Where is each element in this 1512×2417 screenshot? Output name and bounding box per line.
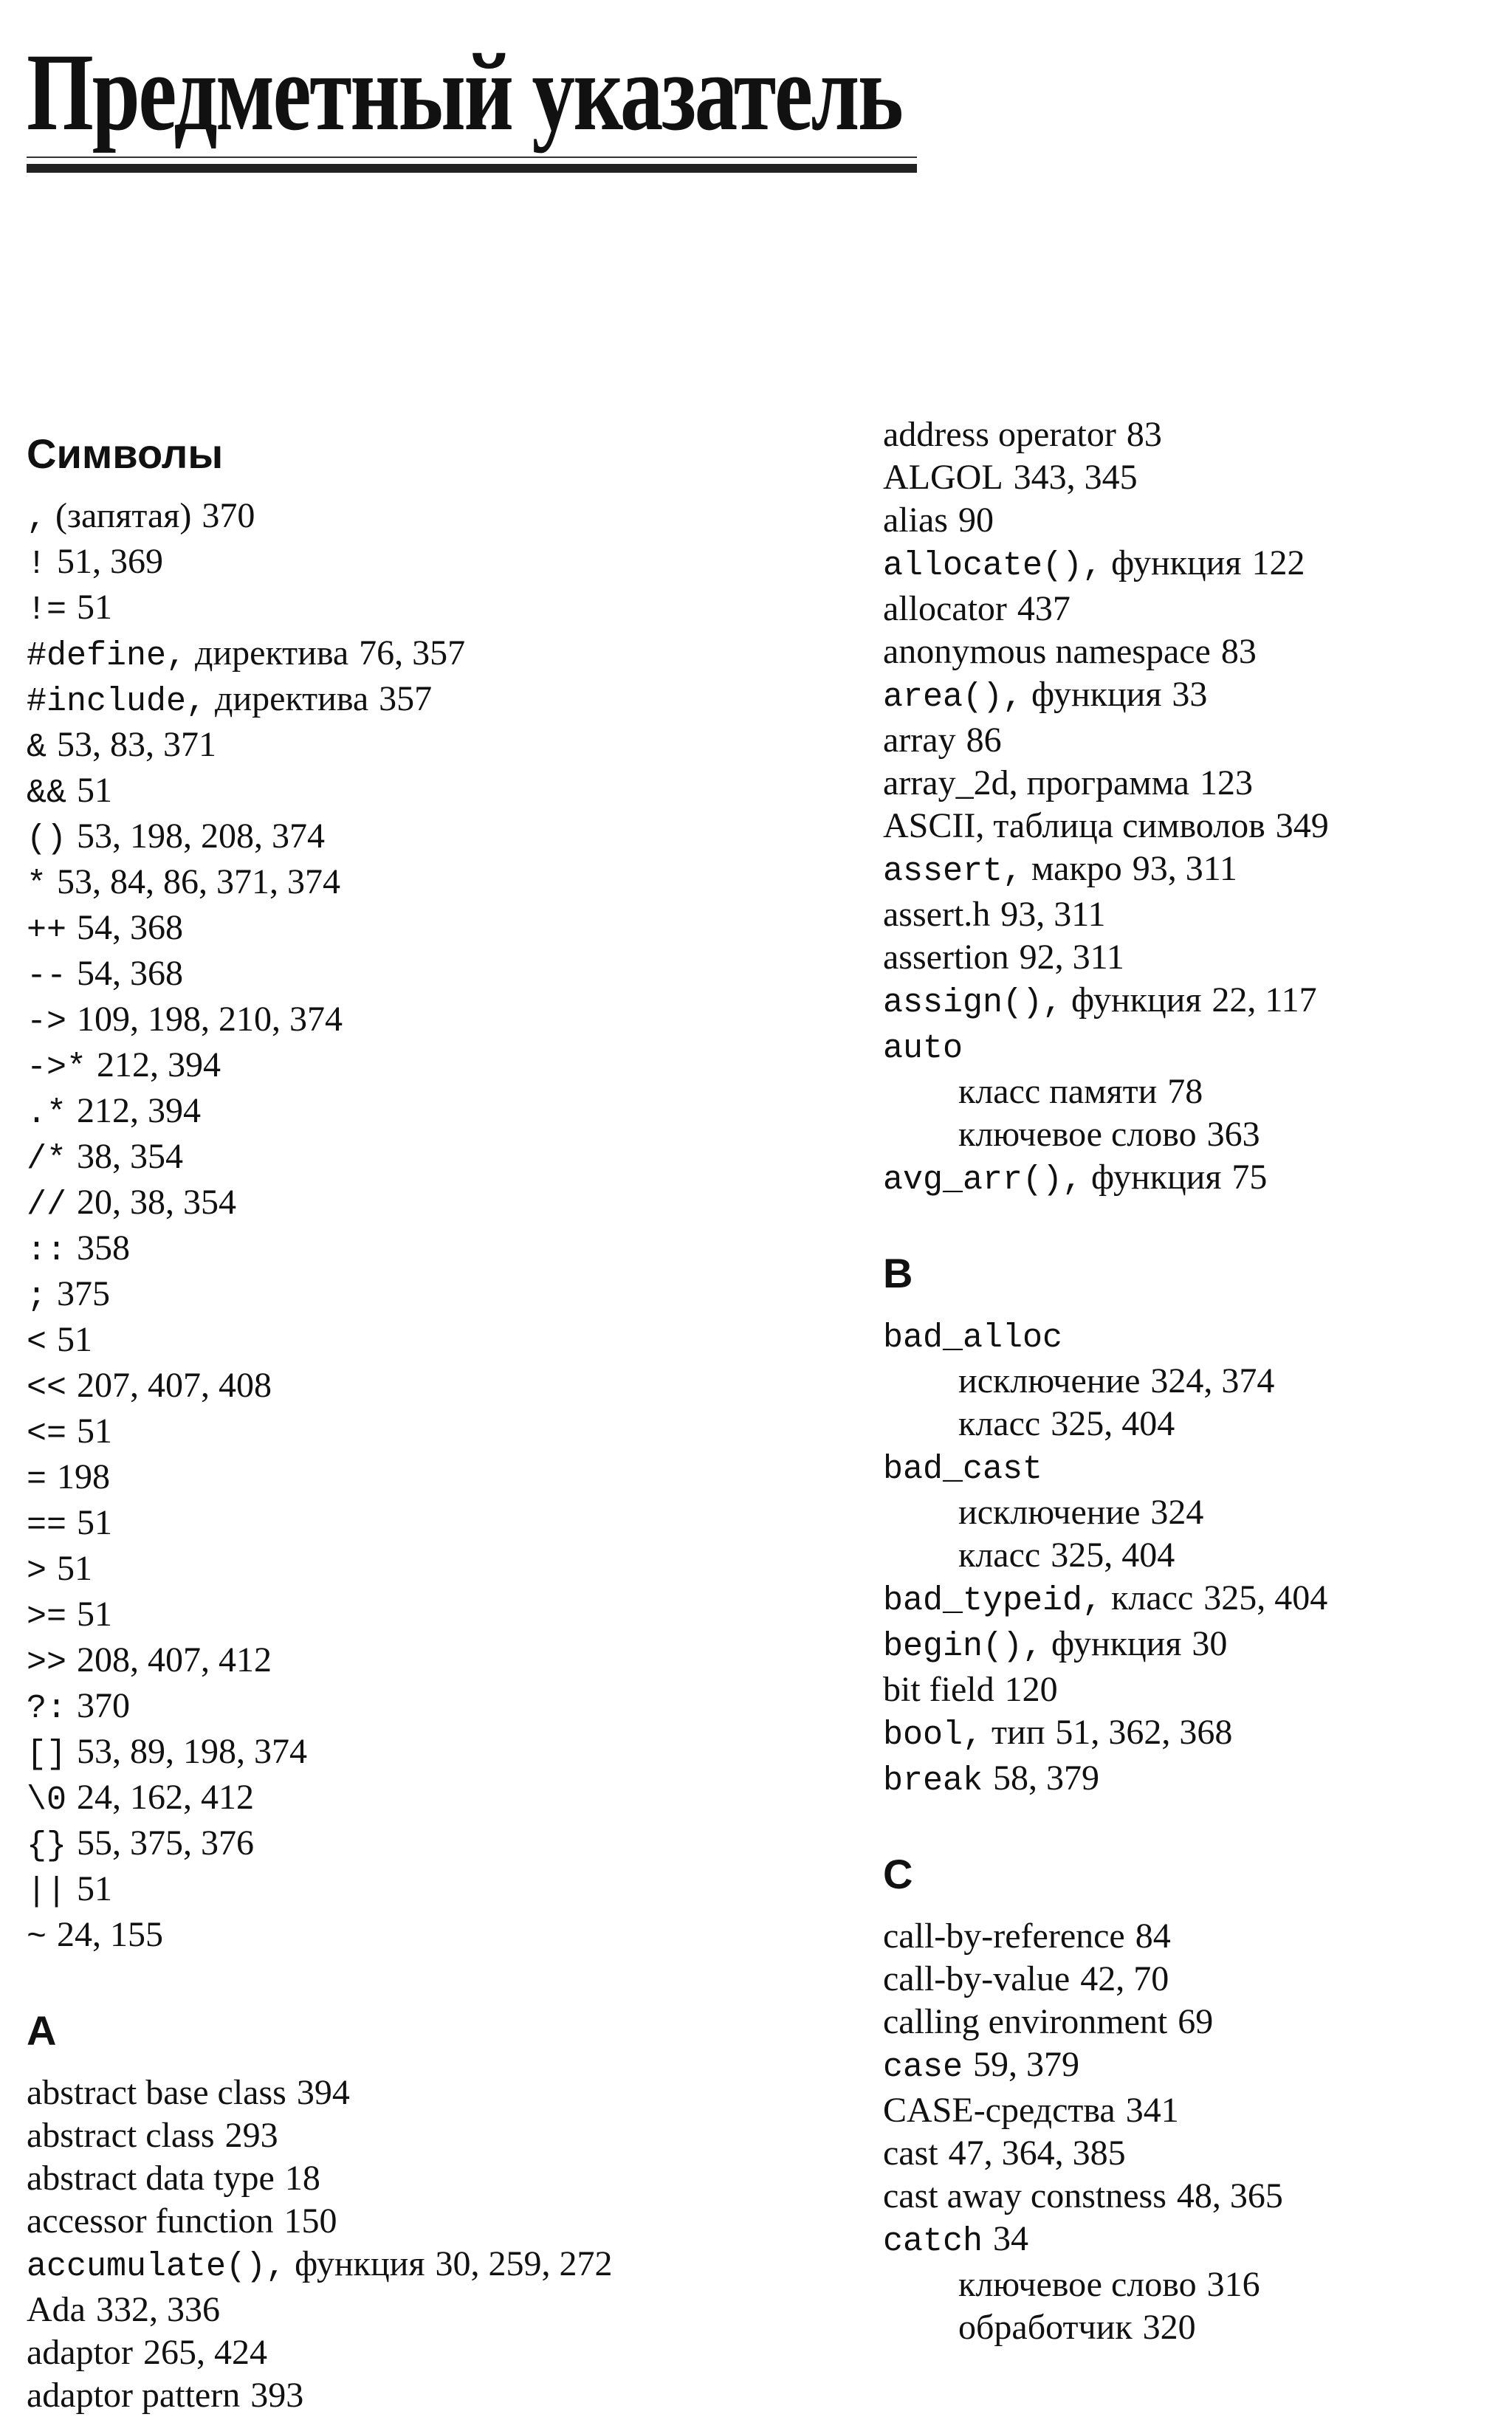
index-section bbox=[883, 413, 1496, 1202]
entry-pages: 332, 336 bbox=[95, 2290, 220, 2329]
entry-description: таблица символов bbox=[993, 806, 1265, 845]
entry-pages: 75 bbox=[1231, 1158, 1268, 1197]
entry-term: == bbox=[27, 1507, 67, 1544]
entry-term: ! bbox=[27, 546, 47, 583]
index-entry bbox=[883, 413, 1496, 456]
entry-term: avg_arr(), bbox=[883, 1161, 1083, 1199]
entry-pages: 90 bbox=[958, 501, 994, 540]
entry-pages: 86 bbox=[966, 721, 1002, 760]
entry-term: >= bbox=[27, 1598, 67, 1636]
entry-pages: 55, 375, 376 bbox=[77, 1823, 255, 1863]
entry-term: ++ bbox=[27, 912, 67, 949]
entry-pages: 51 bbox=[57, 1320, 93, 1359]
entry-pages: 76, 357 bbox=[359, 633, 466, 673]
section-heading: Символы bbox=[27, 430, 224, 477]
entry-pages: 53, 84, 86, 371, 374 bbox=[57, 862, 341, 901]
index-entry bbox=[27, 1547, 802, 1593]
entry-term: allocator bbox=[883, 589, 1007, 628]
entry-pages: 51 bbox=[77, 1869, 113, 1908]
entry-term: < bbox=[27, 1324, 47, 1361]
entry-pages: 51 bbox=[77, 1503, 113, 1542]
index-entry bbox=[883, 936, 1496, 979]
index-entry bbox=[27, 2331, 802, 2374]
entry-pages: 51, 369 bbox=[57, 542, 164, 581]
index-entry bbox=[883, 1577, 1496, 1623]
index-entry bbox=[27, 586, 802, 632]
entry-term: [] bbox=[27, 1736, 67, 1773]
index-entry bbox=[27, 632, 802, 678]
index-entry bbox=[883, 2175, 1496, 2218]
index-entry bbox=[883, 1025, 1496, 1070]
entry-term: auto bbox=[883, 1030, 963, 1067]
entry-term: break bbox=[883, 1762, 983, 1800]
entry-term: allocate(), bbox=[883, 547, 1103, 585]
index-entry bbox=[27, 1593, 802, 1639]
index-entry bbox=[883, 1156, 1496, 1202]
entry-pages: 150 bbox=[284, 2201, 337, 2241]
index-entry bbox=[27, 1776, 802, 1822]
entry-term: assert.h bbox=[883, 895, 991, 934]
entry-pages: 324 bbox=[1150, 1493, 1204, 1532]
entry-pages: 83 bbox=[1126, 415, 1162, 454]
entry-pages: 84 bbox=[1135, 1916, 1171, 1956]
entry-term: {} bbox=[27, 1827, 67, 1865]
index-entry bbox=[27, 1639, 802, 1685]
entry-term: ALGOL bbox=[883, 458, 1003, 497]
entry-term: -- bbox=[27, 957, 67, 995]
index-section bbox=[883, 1242, 1496, 1803]
index-entry bbox=[27, 2114, 802, 2157]
index-entry bbox=[883, 979, 1496, 1025]
entry-pages: 325, 404 bbox=[1051, 1536, 1175, 1575]
entry-description: (запятая) bbox=[55, 496, 192, 535]
entry-pages: 51 bbox=[77, 1595, 113, 1634]
index-entry bbox=[883, 719, 1496, 762]
entry-description: функция bbox=[1111, 543, 1242, 582]
index-section bbox=[27, 422, 802, 1959]
index-entry bbox=[27, 723, 802, 769]
index-entry bbox=[27, 540, 802, 586]
index-subentry bbox=[883, 1070, 1496, 1113]
entry-term: CASE-средства bbox=[883, 2091, 1116, 2130]
entry-pages: 122 bbox=[1251, 543, 1305, 582]
entry-pages: 30 bbox=[1192, 1624, 1228, 1663]
index-entry bbox=[27, 998, 802, 1044]
entry-term: #include, bbox=[27, 683, 207, 721]
entry-term: || bbox=[27, 1873, 67, 1911]
entry-term: ?: bbox=[27, 1690, 67, 1727]
index-entry-list bbox=[883, 1915, 1496, 2349]
index-subentry bbox=[883, 2306, 1496, 2349]
entry-term: #define, bbox=[27, 637, 187, 675]
entry-pages: 78 bbox=[1167, 1072, 1203, 1111]
index-entry bbox=[883, 1668, 1496, 1711]
entry-description: директива bbox=[195, 633, 349, 673]
entry-term: array bbox=[883, 721, 956, 760]
entry-term: ~ bbox=[27, 1919, 47, 1956]
entry-term: ASCII, bbox=[883, 806, 985, 845]
entry-term: call-by-value bbox=[883, 1959, 1071, 1998]
entry-pages: 349 bbox=[1275, 806, 1329, 845]
entry-pages: 53, 198, 208, 374 bbox=[77, 816, 326, 856]
index-entry bbox=[27, 1364, 802, 1410]
index-entry bbox=[883, 1958, 1496, 2001]
entry-term: alias bbox=[883, 501, 948, 540]
entry-term: adaptor pattern bbox=[27, 2376, 241, 2415]
entry-term: cast bbox=[883, 2134, 938, 2173]
entry-term: ; bbox=[27, 1278, 47, 1316]
entry-pages: 53, 89, 198, 374 bbox=[77, 1732, 308, 1771]
entry-pages: 341 bbox=[1125, 2091, 1179, 2130]
entry-pages: 370 bbox=[77, 1686, 131, 1725]
index-entry bbox=[883, 848, 1496, 893]
section-heading: C bbox=[883, 1851, 913, 1897]
entry-pages: 42, 70 bbox=[1080, 1959, 1169, 1998]
entry-pages: 293 bbox=[224, 2116, 278, 2155]
entry-pages: 22, 117 bbox=[1212, 980, 1317, 1020]
index-entry bbox=[883, 456, 1496, 499]
entry-term: abstract class bbox=[27, 2116, 215, 2155]
entry-pages: 20, 38, 354 bbox=[77, 1183, 237, 1222]
entry-pages: 325, 404 bbox=[1051, 1404, 1175, 1443]
index-entry bbox=[883, 630, 1496, 673]
index-column-left bbox=[27, 422, 802, 2417]
section-heading: A bbox=[27, 2007, 57, 2054]
index-subentry bbox=[883, 1491, 1496, 1534]
index-entry bbox=[27, 1181, 802, 1227]
entry-pages: 370 bbox=[202, 496, 255, 535]
entry-term: * bbox=[27, 866, 47, 904]
entry-description: функция bbox=[1031, 675, 1162, 714]
entry-pages: 357 bbox=[379, 679, 433, 718]
entry-pages: 58, 379 bbox=[993, 1758, 1100, 1798]
index-entry bbox=[27, 1685, 802, 1730]
entry-term: address operator bbox=[883, 415, 1116, 454]
index-entry-list bbox=[883, 413, 1496, 1202]
entry-pages: 343, 345 bbox=[1013, 458, 1138, 497]
index-entry bbox=[27, 815, 802, 861]
index-entry bbox=[883, 2043, 1496, 2089]
index-entry bbox=[883, 805, 1496, 848]
entry-pages: 212, 394 bbox=[77, 1091, 202, 1130]
entry-pages: 363 bbox=[1206, 1115, 1260, 1154]
entry-term: <= bbox=[27, 1415, 67, 1453]
entry-pages: 393 bbox=[250, 2376, 304, 2415]
entry-term: cast away constness bbox=[883, 2176, 1166, 2215]
entry-pages: 24, 155 bbox=[57, 1915, 164, 1954]
index-entry bbox=[883, 2132, 1496, 2175]
index-entry bbox=[883, 1314, 1496, 1360]
entry-pages: 123 bbox=[1199, 763, 1253, 802]
entry-term: assertion bbox=[883, 938, 1009, 977]
index-entry bbox=[27, 1410, 802, 1456]
entry-pages: 53, 83, 371 bbox=[57, 725, 217, 764]
entry-term: Ada bbox=[27, 2290, 86, 2329]
entry-term: обработчик bbox=[958, 2308, 1133, 2347]
entry-term: bool, bbox=[883, 1716, 983, 1754]
entry-term: ключевое слово bbox=[958, 1115, 1197, 1154]
entry-term: catch bbox=[883, 2223, 983, 2260]
entry-term: array_2d, bbox=[883, 763, 1018, 802]
index-subentry bbox=[883, 1360, 1496, 1403]
index-entry bbox=[883, 542, 1496, 588]
entry-pages: 92, 311 bbox=[1019, 938, 1124, 977]
index-entry bbox=[27, 1456, 802, 1502]
entry-term: bad_alloc bbox=[883, 1319, 1063, 1357]
index-entry bbox=[27, 1730, 802, 1776]
entry-term: adaptor bbox=[27, 2333, 133, 2372]
entry-term: .* bbox=[27, 1095, 67, 1132]
entry-term: :: bbox=[27, 1232, 67, 1270]
entry-term: bad_typeid, bbox=[883, 1582, 1103, 1620]
index-entry bbox=[883, 1445, 1496, 1491]
entry-term: bad_cast bbox=[883, 1451, 1043, 1488]
entry-term: = bbox=[27, 1461, 47, 1499]
entry-term: класс bbox=[958, 1404, 1041, 1443]
entry-pages: 437 bbox=[1017, 589, 1071, 628]
entry-description: функция bbox=[1071, 980, 1202, 1020]
index-entry bbox=[883, 1711, 1496, 1757]
index-subentry bbox=[883, 1403, 1496, 1445]
index-entry bbox=[883, 1915, 1496, 1958]
entry-pages: 198 bbox=[57, 1457, 111, 1496]
entry-pages: 47, 364, 385 bbox=[948, 2134, 1126, 2173]
entry-pages: 33 bbox=[1172, 675, 1208, 714]
index-entry bbox=[27, 861, 802, 907]
entry-term: исключение bbox=[958, 1493, 1141, 1532]
entry-term: area(), bbox=[883, 678, 1023, 716]
entry-pages: 51 bbox=[77, 1412, 113, 1451]
index-entry bbox=[27, 678, 802, 723]
entry-pages: 69 bbox=[1178, 2002, 1214, 2041]
entry-term: класс bbox=[958, 1536, 1041, 1575]
entry-description: класс bbox=[1111, 1578, 1194, 1617]
index-entry bbox=[27, 2289, 802, 2331]
index-entry bbox=[883, 2089, 1496, 2132]
entry-term: & bbox=[27, 729, 47, 766]
entry-term: accumulate(), bbox=[27, 2248, 286, 2286]
entry-pages: 93, 311 bbox=[1000, 895, 1106, 934]
entry-term: call-by-reference bbox=[883, 1916, 1125, 1956]
entry-term: > bbox=[27, 1553, 47, 1590]
entry-pages: 38, 354 bbox=[77, 1137, 184, 1176]
index-entry bbox=[27, 952, 802, 998]
index-entry-list bbox=[27, 495, 802, 1959]
entry-pages: 34 bbox=[993, 2219, 1029, 2258]
entry-description: функция bbox=[1051, 1624, 1182, 1663]
index-column-right bbox=[883, 415, 1496, 2349]
entry-term: accessor function bbox=[27, 2201, 274, 2241]
entry-pages: 394 bbox=[296, 2073, 350, 2112]
entry-term: // bbox=[27, 1186, 67, 1224]
entry-pages: 212, 394 bbox=[97, 1045, 221, 1084]
entry-term: assign(), bbox=[883, 984, 1063, 1022]
entry-pages: 316 bbox=[1206, 2265, 1260, 2304]
entry-pages: 120 bbox=[1004, 1670, 1058, 1709]
index-entry bbox=[27, 2072, 802, 2114]
index-section bbox=[883, 1843, 1496, 2349]
title-rule-thick bbox=[27, 164, 917, 173]
entry-pages: 54, 368 bbox=[77, 908, 184, 947]
index-entry bbox=[27, 769, 802, 815]
index-entry-list bbox=[883, 1314, 1496, 1803]
index-entry bbox=[27, 1227, 802, 1273]
entry-term: anonymous namespace bbox=[883, 632, 1211, 671]
entry-pages: 375 bbox=[57, 1274, 111, 1313]
entry-term: << bbox=[27, 1369, 67, 1407]
entry-term: -> bbox=[27, 1003, 67, 1041]
entry-pages: 265, 424 bbox=[142, 2333, 267, 2372]
entry-pages: 59, 379 bbox=[973, 2045, 1080, 2084]
index-entry bbox=[27, 1502, 802, 1547]
index-subentry bbox=[883, 1113, 1496, 1156]
section-heading: B bbox=[883, 1250, 913, 1296]
entry-term: ->* bbox=[27, 1049, 87, 1087]
index-subentry bbox=[883, 1534, 1496, 1577]
index-entry bbox=[27, 1822, 802, 1868]
entry-term: != bbox=[27, 591, 67, 629]
title-rule-thin bbox=[27, 157, 917, 158]
entry-term: >> bbox=[27, 1644, 67, 1682]
index-entry bbox=[883, 1757, 1496, 1803]
index-entry bbox=[27, 1273, 802, 1318]
entry-description: функция bbox=[1091, 1158, 1222, 1197]
index-entry bbox=[27, 2157, 802, 2200]
entry-pages: 18 bbox=[284, 2159, 320, 2198]
entry-description: макро bbox=[1031, 849, 1122, 888]
index-entry bbox=[27, 495, 802, 540]
entry-pages: 51, 362, 368 bbox=[1055, 1713, 1233, 1752]
entry-pages: 83 bbox=[1220, 632, 1257, 671]
entry-term: класс памяти bbox=[958, 1072, 1158, 1111]
entry-pages: 54, 368 bbox=[77, 954, 184, 993]
entry-description: программа bbox=[1026, 763, 1189, 802]
index-entry bbox=[27, 2243, 802, 2289]
index-entry bbox=[27, 1914, 802, 1959]
index-entry bbox=[27, 1868, 802, 1914]
entry-term: calling environment bbox=[883, 2002, 1168, 2041]
entry-pages: 109, 198, 210, 374 bbox=[77, 1000, 343, 1039]
entry-term: , bbox=[27, 500, 47, 537]
entry-term: begin(), bbox=[883, 1628, 1043, 1665]
entry-pages: 324, 374 bbox=[1150, 1361, 1275, 1400]
entry-pages: 358 bbox=[77, 1228, 131, 1268]
entry-pages: 325, 404 bbox=[1203, 1578, 1328, 1617]
index-entry bbox=[883, 1623, 1496, 1668]
index-entry bbox=[27, 2374, 802, 2417]
index-entry bbox=[883, 673, 1496, 719]
index-entry bbox=[883, 762, 1496, 805]
entry-term: case bbox=[883, 2049, 963, 2086]
entry-term: assert, bbox=[883, 853, 1023, 890]
entry-pages: 30, 259, 272 bbox=[435, 2244, 613, 2283]
entry-term: abstract base class bbox=[27, 2073, 286, 2112]
entry-term: \0 bbox=[27, 1781, 67, 1819]
entry-pages: 24, 162, 412 bbox=[77, 1778, 255, 1817]
entry-pages: 93, 311 bbox=[1132, 849, 1237, 888]
entry-term: () bbox=[27, 820, 67, 858]
index-entry bbox=[27, 1135, 802, 1181]
entry-pages: 48, 365 bbox=[1176, 2176, 1283, 2215]
index-entry bbox=[27, 907, 802, 952]
entry-description: тип bbox=[992, 1713, 1045, 1752]
entry-term: bit field bbox=[883, 1670, 994, 1709]
entry-term: исключение bbox=[958, 1361, 1141, 1400]
entry-term: ключевое слово bbox=[958, 2265, 1197, 2304]
entry-description: функция bbox=[295, 2244, 425, 2283]
entry-pages: 51 bbox=[77, 771, 113, 810]
page-title: Предметный указатель bbox=[27, 31, 902, 154]
entry-pages: 208, 407, 412 bbox=[77, 1640, 272, 1679]
entry-pages: 207, 407, 408 bbox=[77, 1366, 272, 1405]
index-subentry bbox=[883, 2263, 1496, 2306]
entry-description: директива bbox=[215, 679, 369, 718]
entry-pages: 51 bbox=[57, 1549, 93, 1588]
entry-term: abstract data type bbox=[27, 2159, 275, 2198]
index-entry bbox=[883, 2001, 1496, 2043]
index-entry bbox=[883, 2218, 1496, 2263]
entry-pages: 320 bbox=[1142, 2308, 1196, 2347]
entry-term: && bbox=[27, 774, 67, 812]
entry-pages: 51 bbox=[77, 588, 113, 627]
index-entry bbox=[883, 893, 1496, 936]
index-entry bbox=[27, 1044, 802, 1090]
index-section bbox=[27, 1999, 802, 2417]
index-entry bbox=[883, 588, 1496, 630]
index-entry bbox=[27, 1318, 802, 1364]
entry-term: /* bbox=[27, 1141, 67, 1178]
index-entry bbox=[27, 1090, 802, 1135]
index-entry-list bbox=[27, 2072, 802, 2417]
index-entry bbox=[883, 499, 1496, 542]
index-entry bbox=[27, 2200, 802, 2243]
